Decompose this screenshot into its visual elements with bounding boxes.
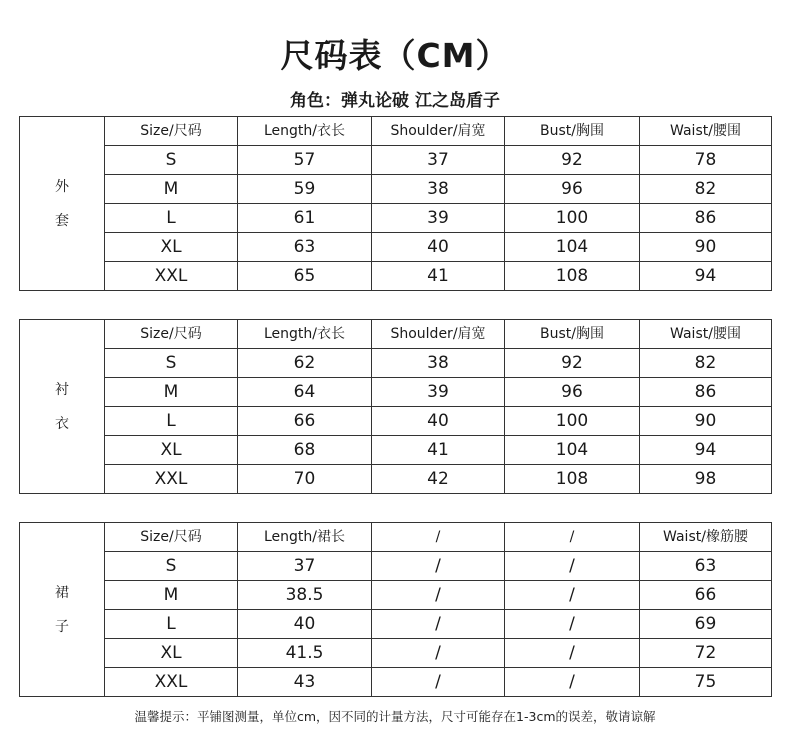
table-row bbox=[20, 175, 772, 204]
header-cell: Size/尺码 bbox=[105, 117, 238, 146]
table-cell: 39 bbox=[372, 204, 505, 233]
header-cell: Size/尺码 bbox=[105, 523, 238, 552]
table-cell: XL bbox=[105, 436, 238, 465]
table-cell: 57 bbox=[238, 146, 372, 175]
table-cell: L bbox=[105, 610, 238, 639]
category-label: 外 套 bbox=[20, 117, 105, 291]
table-cell: 66 bbox=[640, 581, 772, 610]
table-cell: 75 bbox=[640, 668, 772, 697]
table-cell: / bbox=[505, 639, 640, 668]
table-cell: / bbox=[372, 581, 505, 610]
table-cell: 90 bbox=[640, 407, 772, 436]
size-table-skirt bbox=[19, 522, 770, 697]
size-table-shirt bbox=[19, 319, 770, 494]
table-cell: XXL bbox=[105, 465, 238, 494]
table-cell: M bbox=[105, 175, 238, 204]
table-cell: 98 bbox=[640, 465, 772, 494]
table-cell: 69 bbox=[640, 610, 772, 639]
table-cell: S bbox=[105, 349, 238, 378]
table-cell: 82 bbox=[640, 349, 772, 378]
page-title: 尺码表（CM） bbox=[280, 36, 510, 75]
table-cell: 100 bbox=[505, 204, 640, 233]
table-cell: M bbox=[105, 378, 238, 407]
size-table-jacket bbox=[19, 116, 770, 291]
table-row bbox=[20, 378, 772, 407]
table-cell: L bbox=[105, 407, 238, 436]
category-label: 裙 子 bbox=[20, 523, 105, 697]
table-row bbox=[20, 349, 772, 378]
table-row bbox=[20, 465, 772, 494]
table-cell: 108 bbox=[505, 465, 640, 494]
header-cell: Waist/腰围 bbox=[640, 320, 772, 349]
table-cell: 40 bbox=[372, 233, 505, 262]
table-row bbox=[20, 204, 772, 233]
table-cell: M bbox=[105, 581, 238, 610]
header-cell: Waist/腰围 bbox=[640, 117, 772, 146]
character-subtitle: 角色：弹丸论破 江之岛盾子 bbox=[290, 91, 500, 111]
table-cell: 86 bbox=[640, 378, 772, 407]
table-cell: 63 bbox=[640, 552, 772, 581]
header-cell: Length/衣长 bbox=[238, 320, 372, 349]
table-cell: 90 bbox=[640, 233, 772, 262]
table-cell: 104 bbox=[505, 233, 640, 262]
table-row bbox=[20, 233, 772, 262]
table-cell: 70 bbox=[238, 465, 372, 494]
table-row bbox=[20, 668, 772, 697]
table-cell: / bbox=[505, 610, 640, 639]
table-cell: / bbox=[505, 552, 640, 581]
table-cell: 94 bbox=[640, 262, 772, 291]
header-cell: Length/衣长 bbox=[238, 117, 372, 146]
table-cell: / bbox=[372, 668, 505, 697]
table-header-row bbox=[20, 117, 772, 146]
header-cell: Waist/橡筋腰 bbox=[640, 523, 772, 552]
table-row bbox=[20, 436, 772, 465]
table-cell: 38 bbox=[372, 349, 505, 378]
table-row bbox=[20, 407, 772, 436]
table-row bbox=[20, 581, 772, 610]
table-row bbox=[20, 262, 772, 291]
table-row bbox=[20, 146, 772, 175]
table-cell: 66 bbox=[238, 407, 372, 436]
table-cell: 108 bbox=[505, 262, 640, 291]
table-cell: 94 bbox=[640, 436, 772, 465]
table-cell: 41 bbox=[372, 262, 505, 291]
category-label: 衬 衣 bbox=[20, 320, 105, 494]
table-cell: L bbox=[105, 204, 238, 233]
table-cell: 43 bbox=[238, 668, 372, 697]
table-cell: S bbox=[105, 146, 238, 175]
table-cell: 59 bbox=[238, 175, 372, 204]
header-cell: Bust/胸围 bbox=[505, 320, 640, 349]
table-cell: / bbox=[505, 668, 640, 697]
table-cell: 37 bbox=[372, 146, 505, 175]
table-cell: 72 bbox=[640, 639, 772, 668]
header-cell: Length/裙长 bbox=[238, 523, 372, 552]
table-row bbox=[20, 552, 772, 581]
header-cell: / bbox=[372, 523, 505, 552]
table-cell: 78 bbox=[640, 146, 772, 175]
table-cell: 68 bbox=[238, 436, 372, 465]
table-header-row bbox=[20, 523, 772, 552]
table-cell: 41 bbox=[372, 436, 505, 465]
table-header-row bbox=[20, 320, 772, 349]
table-cell: 38 bbox=[372, 175, 505, 204]
table-cell: 63 bbox=[238, 233, 372, 262]
table-cell: 64 bbox=[238, 378, 372, 407]
table-cell: XXL bbox=[105, 262, 238, 291]
table-cell: 39 bbox=[372, 378, 505, 407]
table-cell: 41.5 bbox=[238, 639, 372, 668]
table-cell: / bbox=[372, 552, 505, 581]
table-cell: 40 bbox=[238, 610, 372, 639]
header-cell: Size/尺码 bbox=[105, 320, 238, 349]
table-cell: / bbox=[372, 639, 505, 668]
table-cell: S bbox=[105, 552, 238, 581]
table-cell: 96 bbox=[505, 378, 640, 407]
table-cell: 38.5 bbox=[238, 581, 372, 610]
header-cell: Bust/胸围 bbox=[505, 117, 640, 146]
table-cell: 37 bbox=[238, 552, 372, 581]
header-cell: Shoulder/肩宽 bbox=[372, 320, 505, 349]
table-cell: 82 bbox=[640, 175, 772, 204]
measurement-note: 温馨提示：平铺图测量，单位cm，因不同的计量方法，尺寸可能存在1-3cm的误差，敬请谅解 bbox=[134, 709, 656, 724]
table-cell: 42 bbox=[372, 465, 505, 494]
table-cell: 86 bbox=[640, 204, 772, 233]
table-cell: XXL bbox=[105, 668, 238, 697]
table-row bbox=[20, 639, 772, 668]
table-cell: 96 bbox=[505, 175, 640, 204]
table-cell: / bbox=[505, 581, 640, 610]
table-cell: 100 bbox=[505, 407, 640, 436]
table-cell: 61 bbox=[238, 204, 372, 233]
table-row bbox=[20, 610, 772, 639]
table-cell: 92 bbox=[505, 146, 640, 175]
table-cell: 92 bbox=[505, 349, 640, 378]
table-cell: XL bbox=[105, 233, 238, 262]
table-cell: 40 bbox=[372, 407, 505, 436]
table-cell: 62 bbox=[238, 349, 372, 378]
table-cell: 104 bbox=[505, 436, 640, 465]
header-cell: / bbox=[505, 523, 640, 552]
table-cell: 65 bbox=[238, 262, 372, 291]
header-cell: Shoulder/肩宽 bbox=[372, 117, 505, 146]
table-cell: XL bbox=[105, 639, 238, 668]
table-cell: / bbox=[372, 610, 505, 639]
